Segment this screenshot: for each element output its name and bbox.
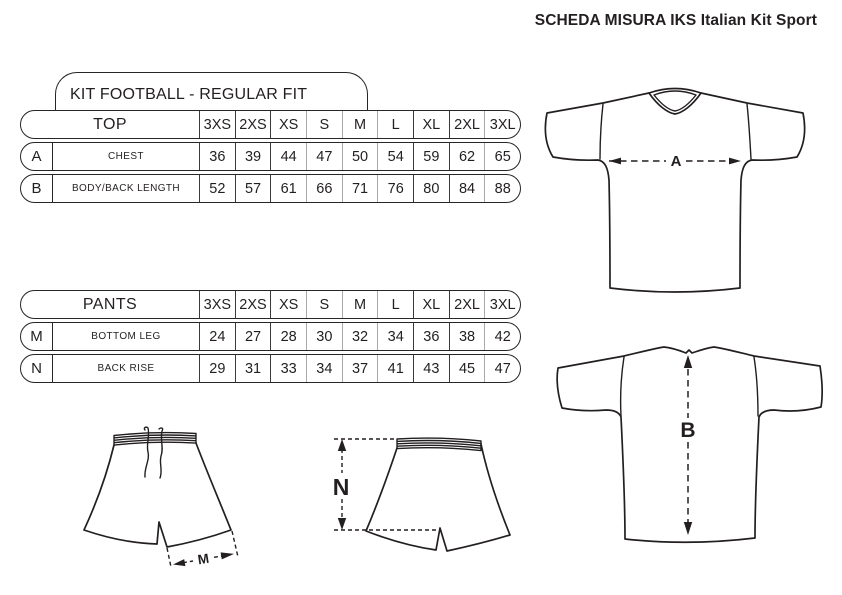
shorts-front-outline xyxy=(84,443,231,547)
top-table-row-b xyxy=(20,174,521,203)
size-header-3xs: 3XS xyxy=(199,291,235,318)
shirt-back-diagram xyxy=(540,330,840,550)
value-cell: 37 xyxy=(342,355,378,382)
chest-arrowhead-left xyxy=(609,158,621,165)
size-header-3xs: 3XS xyxy=(199,111,235,138)
value-cell: 34 xyxy=(306,355,342,382)
value-cell: 65 xyxy=(484,143,520,170)
row-label: BOTTOM LEG xyxy=(52,323,199,350)
size-header-xs: XS xyxy=(270,111,306,138)
size-header-m: M xyxy=(342,291,378,318)
value-cell: 52 xyxy=(199,175,235,202)
body-length-arrowhead-bottom xyxy=(684,522,692,535)
row-label: BODY/BACK LENGTH xyxy=(52,175,199,202)
value-cell: 34 xyxy=(377,323,413,350)
size-header-xs: XS xyxy=(270,291,306,318)
body-length-arrowhead-top xyxy=(684,355,692,368)
kit-tab xyxy=(55,72,368,114)
value-cell: 88 xyxy=(484,175,520,202)
table-title: TOP xyxy=(93,115,127,133)
pants-table-header-row xyxy=(20,290,521,319)
value-cell: 33 xyxy=(270,355,306,382)
value-cell: 44 xyxy=(270,143,306,170)
size-header-xl: XL xyxy=(413,291,449,318)
size-header-l: L xyxy=(377,291,413,318)
chest-arrowhead-right xyxy=(729,158,741,165)
bottom-leg-arrow-label: M xyxy=(196,550,211,568)
value-cell: 36 xyxy=(199,143,235,170)
shorts-front-diagram xyxy=(60,420,320,575)
value-cell: 24 xyxy=(199,323,235,350)
waistband-stripes xyxy=(114,433,196,445)
value-cell: 36 xyxy=(413,323,449,350)
row-label: BACK RISE xyxy=(52,355,199,382)
armhole-seam-right xyxy=(747,104,751,159)
value-cell: 28 xyxy=(270,323,306,350)
size-header-2xs: 2XS xyxy=(235,291,271,318)
top-table-row-a xyxy=(20,142,521,171)
value-cell: 62 xyxy=(449,143,485,170)
value-cell: 41 xyxy=(377,355,413,382)
value-cell: 38 xyxy=(449,323,485,350)
back-rise-arrowhead-top xyxy=(338,439,346,451)
body-length-arrow-label: B xyxy=(680,419,696,442)
row-key: A xyxy=(31,148,42,165)
value-cell: 29 xyxy=(199,355,235,382)
bottom-leg-arrowhead-right xyxy=(221,552,234,559)
row-key: M xyxy=(30,328,43,345)
row-key: N xyxy=(31,360,42,377)
value-cell: 47 xyxy=(484,355,520,382)
value-cell: 84 xyxy=(449,175,485,202)
value-cell: 71 xyxy=(342,175,378,202)
armhole-seam-left xyxy=(621,357,624,416)
chest-arrow-label: A xyxy=(670,153,682,170)
value-cell: 27 xyxy=(235,323,271,350)
value-cell: 39 xyxy=(235,143,271,170)
back-rise-arrow-label: N xyxy=(332,474,350,500)
pants-table-row-n xyxy=(20,354,521,383)
back-rise-arrowhead-bottom xyxy=(338,518,346,530)
shirt-front-outline xyxy=(545,89,804,293)
size-header-3xl: 3XL xyxy=(484,111,520,138)
shirt-front-diagram xyxy=(530,70,830,305)
value-cell: 47 xyxy=(306,143,342,170)
row-label: CHEST xyxy=(52,143,199,170)
armhole-seam-left xyxy=(600,104,603,159)
size-header-2xs: 2XS xyxy=(235,111,271,138)
size-header-s: S xyxy=(306,291,342,318)
waistband-stripes xyxy=(397,438,481,450)
value-cell: 59 xyxy=(413,143,449,170)
shorts-back-outline xyxy=(366,444,510,551)
size-header-xl: XL xyxy=(413,111,449,138)
value-cell: 31 xyxy=(235,355,271,382)
value-cell: 54 xyxy=(377,143,413,170)
value-cell: 43 xyxy=(413,355,449,382)
value-cell: 80 xyxy=(413,175,449,202)
size-header-s: S xyxy=(306,111,342,138)
value-cell: 30 xyxy=(306,323,342,350)
pants-table-row-m xyxy=(20,322,521,351)
bottom-leg-arrowhead-left xyxy=(173,559,185,566)
size-header-l: L xyxy=(377,111,413,138)
pants-size-table xyxy=(20,290,521,383)
collar-inner xyxy=(654,91,696,111)
value-cell: 61 xyxy=(270,175,306,202)
value-cell: 45 xyxy=(449,355,485,382)
kit-tab-label: KIT FOOTBALL - REGULAR FIT xyxy=(70,86,308,103)
armhole-seam-right xyxy=(754,357,758,416)
table-title: PANTS xyxy=(82,295,138,313)
shorts-back-diagram xyxy=(320,420,540,580)
size-header-2xl: 2XL xyxy=(449,291,485,318)
top-table-header-row xyxy=(20,110,521,139)
size-header-2xl: 2XL xyxy=(449,111,485,138)
top-size-table xyxy=(20,110,521,203)
size-header-3xl: 3XL xyxy=(484,291,520,318)
value-cell: 42 xyxy=(484,323,520,350)
document-title: SCHEDA MISURA IKS Italian Kit Sport xyxy=(534,12,817,29)
value-cell: 66 xyxy=(306,175,342,202)
value-cell: 76 xyxy=(377,175,413,202)
drawstring-left xyxy=(144,427,148,477)
size-header-m: M xyxy=(342,111,378,138)
value-cell: 32 xyxy=(342,323,378,350)
value-cell: 50 xyxy=(342,143,378,170)
shirt-back-outline xyxy=(557,347,822,542)
value-cell: 57 xyxy=(235,175,271,202)
row-key: B xyxy=(31,180,42,197)
